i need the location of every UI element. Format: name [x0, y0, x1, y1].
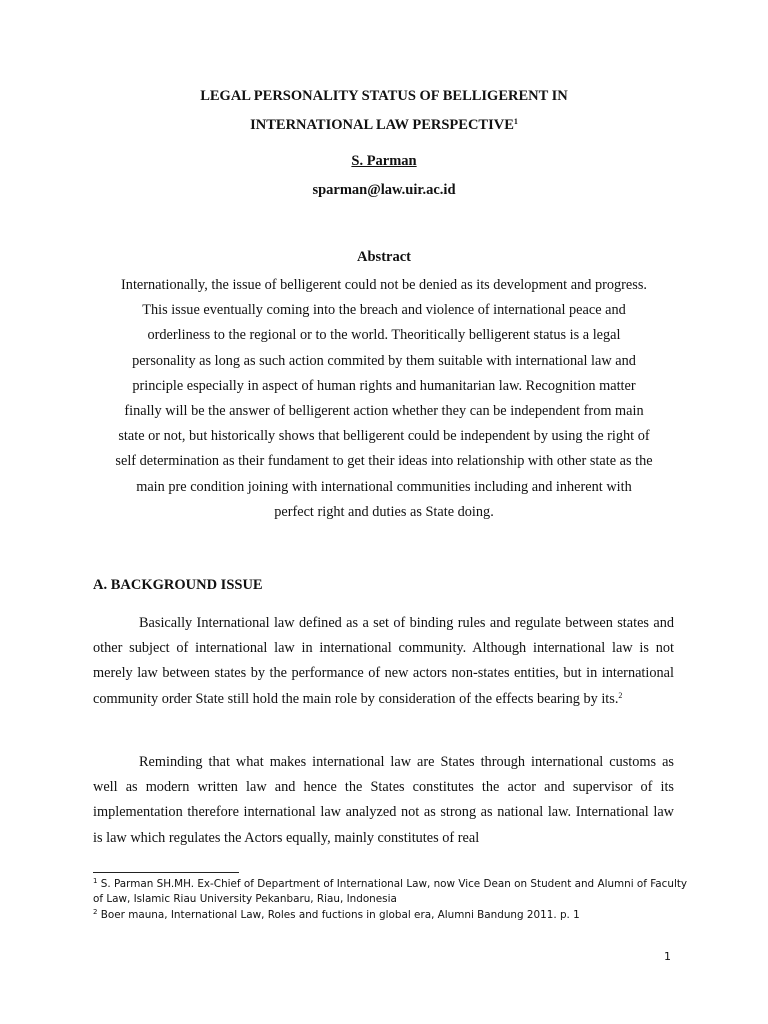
body-paragraph-2: Reminding that what makes international law are States through international customs as well as modern written law and hence the States constitutes the actor and supervisor of its implementation therefore international law analyzed not as strong as national law. International law is law which regulates the Actors equally, mainly constitutes of real	[93, 754, 674, 846]
abstract-line: main pre condition joining with international communities including and inherent with	[136, 478, 632, 495]
footnote-1	[93, 877, 693, 908]
author-email: sparman@law.uir.ac.id	[312, 182, 456, 198]
footnote-mark: 2	[93, 907, 98, 916]
footnotes	[93, 877, 693, 923]
footnote-mark: 1	[93, 877, 98, 885]
footnote-2	[93, 908, 693, 923]
abstract-line: state or not, but historically shows that belligerent could be independent by using the right of	[118, 428, 650, 445]
paper-title-line-2	[0, 117, 768, 134]
author-name: S. Parman	[351, 153, 417, 169]
abstract-line: Internationally, the issue of belligerent could not be denied as its development and progress.	[121, 277, 647, 293]
paper-title-line-1: LEGAL PERSONALITY STATUS OF BELLIGERENT IN	[200, 88, 568, 104]
abstract-line: This issue eventually coming into the breach and violence of international peace and	[142, 302, 626, 319]
abstract-line: perfect right and duties as State doing.	[274, 503, 494, 520]
footnote-divider	[93, 872, 239, 873]
abstract-line: orderliness to the regional or to the world. Theoritically belligerent status is a legal	[147, 327, 621, 344]
footnote-text: Boer mauna, International Law, Roles and fuctions in global era, Alumni Bandung 2011. p. 1	[100, 908, 580, 921]
section-heading: A. BACKGROUND ISSUE	[93, 577, 263, 593]
abstract-body	[88, 273, 680, 525]
abstract-heading: Abstract	[357, 249, 411, 265]
body-paragraph-1	[93, 611, 674, 712]
body-paragraph-1-text: Basically International law defined as a set of binding rules and regulate between states and other subject of international law in international community. Although international law is not merely law between states by the performance of new actors non-states entities, but in international community order State still hold the main role by consideration of the effects bearing by its.	[93, 615, 674, 707]
footnote-ref-2: 2	[618, 690, 623, 700]
footnote-ref-1: 1	[513, 117, 518, 126]
abstract-line: principle especially in aspect of human rights and humanitarian law. Recognition matter	[132, 377, 636, 394]
paper-title-line-2-text: INTERNATIONAL LAW PERSPECTIVE	[250, 117, 514, 133]
abstract-line: self determination as their fundament to get their ideas into relationship with other state as the	[115, 453, 653, 470]
page-number: 1	[664, 950, 671, 963]
abstract-line: finally will be the answer of belligerent action whether they can be independent from main	[124, 403, 644, 420]
abstract-line: personality as long as such action commited by them suitable with international law and	[132, 352, 636, 369]
footnote-text: S. Parman SH.MH. Ex-Chief of Department of International Law, now Vice Dean on Student and Alumni of Faculty of Law, Islamic Riau University Pekanbaru, Riau, Indonesia	[93, 878, 688, 906]
